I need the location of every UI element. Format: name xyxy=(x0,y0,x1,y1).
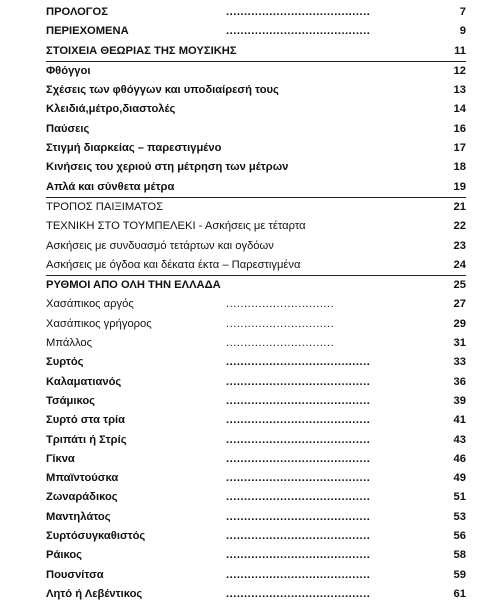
toc-entry-page-number: 33 xyxy=(453,356,466,369)
toc-entry xyxy=(46,508,466,527)
toc-entry xyxy=(46,42,466,62)
toc-entry-title: ΤΡΟΠΟΣ ΠΑΙΞΙΜΑΤΟΣ xyxy=(46,200,164,213)
toc-entry-page-number: 19 xyxy=(453,180,466,193)
toc-entry xyxy=(46,198,466,217)
toc-entry-leader-dots: ........................................ xyxy=(226,394,371,407)
toc-entry-leader-dots: ........................................ xyxy=(226,530,371,543)
toc-entry-page-number: 46 xyxy=(453,452,466,465)
toc-entry-page-number: 49 xyxy=(453,472,466,485)
toc-entry xyxy=(46,315,466,334)
toc-entry xyxy=(46,256,466,276)
toc-entry-page-number: 17 xyxy=(453,142,466,155)
toc-entry-title: Φθόγγοι xyxy=(46,64,91,77)
toc-entry xyxy=(46,295,466,314)
toc-entry-page-number: 43 xyxy=(453,433,466,446)
toc-entry xyxy=(46,81,466,100)
toc-entry-title: Παύσεις xyxy=(46,122,90,135)
toc-entry-leader-dots: ........................................ xyxy=(226,375,371,388)
toc-entry-leader-dots: ........................................ xyxy=(226,587,371,600)
toc-entry-title: Χασάπικος γρήγορος xyxy=(46,317,152,330)
toc-entry-page-number: 16 xyxy=(453,122,466,135)
toc-entry-leader-dots: ........................................ xyxy=(226,452,371,465)
toc-entry-leader-dots: .............................. xyxy=(226,317,335,330)
toc-entry xyxy=(46,353,466,372)
toc-entry xyxy=(46,139,466,158)
toc-entry-page-number: 41 xyxy=(453,414,466,427)
toc-entry-page-number: 51 xyxy=(453,491,466,504)
toc-entry-title: ΡΥΘΜΟΙ ΑΠΟ ΟΛΗ ΤΗΝ ΕΛΛΑΔΑ xyxy=(46,279,221,292)
toc-entry-page-number: 18 xyxy=(453,161,466,174)
toc-entry-title: Ασκήσεις με συνδυασμό τετάρτων και ογδόων xyxy=(46,239,274,252)
toc-entry-leader-dots: .............................. xyxy=(226,337,335,350)
toc-entry-title: ΠΕΡΙΕΧΟΜΕΝΑ xyxy=(46,25,129,38)
toc-entry-page-number: 31 xyxy=(453,337,466,350)
toc-entry-page-number: 13 xyxy=(453,84,466,97)
toc-entry xyxy=(46,566,466,585)
toc-entry-title: ΤΕΧΝΙΚΗ ΣΤΟ ΤΟΥΜΠΕΛΕΚΙ - Ασκήσεις με τέταρτα xyxy=(46,220,306,233)
toc-entry xyxy=(46,334,466,353)
toc-entry-title: Ασκήσεις με όγδοα και δέκατα έκτα – Παρεστιγμένα xyxy=(46,258,301,271)
toc-entry-leader-dots: ........................................ xyxy=(226,549,371,562)
toc-entry-page-number: 25 xyxy=(453,279,466,292)
toc-entry-leader-dots: ........................................ xyxy=(226,491,371,504)
toc-entry-title: Μαντηλάτος xyxy=(46,510,111,523)
toc-entry-page-number: 22 xyxy=(453,220,466,233)
toc-entry-title: Χασάπικος αργός xyxy=(46,298,134,311)
toc-entry-title: ΣΤΟΙΧΕΙΑ ΘΕΩΡΙΑΣ ΤΗΣ ΜΟΥΣΙΚΗΣ xyxy=(46,44,237,57)
toc-entry-page-number: 27 xyxy=(453,298,466,311)
toc-entry-title: ΠΡΟΛΟΓΟΣ xyxy=(46,6,108,18)
toc-entry xyxy=(46,527,466,546)
toc-entry xyxy=(46,62,466,81)
toc-entry-leader-dots: ........................................ xyxy=(226,414,371,427)
toc-entry-title: Ράικος xyxy=(46,549,82,562)
toc-entry-page-number: 36 xyxy=(453,375,466,388)
toc-entry-page-number: 23 xyxy=(453,239,466,252)
toc-entry-title: Μπάλλος xyxy=(46,337,92,350)
toc-entry xyxy=(46,431,466,450)
toc-entry-page-number: 12 xyxy=(453,64,466,77)
toc-entry xyxy=(46,22,466,41)
toc-entry xyxy=(46,488,466,507)
toc-entry-page-number: 53 xyxy=(453,510,466,523)
toc-entry xyxy=(46,411,466,430)
toc-entry xyxy=(46,3,466,22)
toc-entry-page-number: 9 xyxy=(459,25,466,38)
toc-entry xyxy=(46,450,466,469)
toc-entry xyxy=(46,546,466,565)
toc-entry-page-number: 24 xyxy=(453,258,466,271)
toc-entry-title: Πουσνίτσα xyxy=(46,568,104,581)
toc-entry xyxy=(46,120,466,139)
toc-entry-page-number: 59 xyxy=(453,568,466,581)
toc-entry xyxy=(46,158,466,177)
toc-entry-title: Ζωναράδικος xyxy=(46,491,118,504)
toc-entry xyxy=(46,373,466,392)
toc-entry-page-number: 7 xyxy=(459,6,466,18)
toc-entry-page-number: 39 xyxy=(453,394,466,407)
toc-entry-leader-dots: ........................................ xyxy=(226,510,371,523)
toc-entry-leader-dots: ........................................ xyxy=(226,433,371,446)
toc-entry-leader-dots: ........................................ xyxy=(226,6,371,18)
toc-entry xyxy=(46,178,466,198)
toc-entry-page-number: 56 xyxy=(453,530,466,543)
toc-entry-leader-dots: ........................................ xyxy=(226,568,371,581)
toc-entry-title: Κλειδιά,μέτρο,διαστολές xyxy=(46,103,176,116)
toc-entry-leader-dots: ........................................ xyxy=(226,25,371,38)
toc-entry-leader-dots: ........................................ xyxy=(226,472,371,485)
toc-entry-title: Καλαματιανός xyxy=(46,375,122,388)
toc-entry-title: Τριπάτι ή Στρίς xyxy=(46,433,127,446)
toc-entry-page-number: 29 xyxy=(453,317,466,330)
toc-entry-title: Τσάμικος xyxy=(46,394,96,407)
toc-entry xyxy=(46,100,466,119)
toc-entry-title: Γίκνα xyxy=(46,452,75,465)
toc-entry-title: Λητό ή Λεβέντικος xyxy=(46,587,143,600)
toc-entry-title: Σχέσεις των φθόγγων και υποδιαίρεσή τους xyxy=(46,84,279,97)
toc-entry-title: Κινήσεις του χεριού στη μέτρηση των μέτρων xyxy=(46,161,289,174)
toc-entry-title: Απλά και σύνθετα μέτρα xyxy=(46,180,175,193)
toc-entry xyxy=(46,276,466,295)
toc-entry-leader-dots: .............................. xyxy=(226,298,335,311)
toc-entry-title: Συρτός xyxy=(46,356,84,369)
toc-entry xyxy=(46,585,466,604)
toc-entry-page-number: 61 xyxy=(453,587,466,600)
toc-entry-page-number: 58 xyxy=(453,549,466,562)
toc-entry-page-number: 11 xyxy=(454,44,466,57)
toc-entry-title: Συρτόσυγκαθιστός xyxy=(46,530,146,543)
toc-entry-page-number: 21 xyxy=(453,200,466,213)
toc-entry-title: Μπαϊντούσκα xyxy=(46,472,119,485)
toc-entry-title: Συρτό στα τρία xyxy=(46,414,125,427)
toc-entry xyxy=(46,217,466,236)
toc-entry-title: Στιγμή διαρκείας – παρεστιγμένο xyxy=(46,142,222,155)
toc-entry xyxy=(46,469,466,488)
toc-entry xyxy=(46,237,466,256)
toc-entry-page-number: 14 xyxy=(453,103,466,116)
table-of-contents xyxy=(46,3,466,604)
toc-entry xyxy=(46,392,466,411)
toc-entry-leader-dots: ........................................ xyxy=(226,356,371,369)
